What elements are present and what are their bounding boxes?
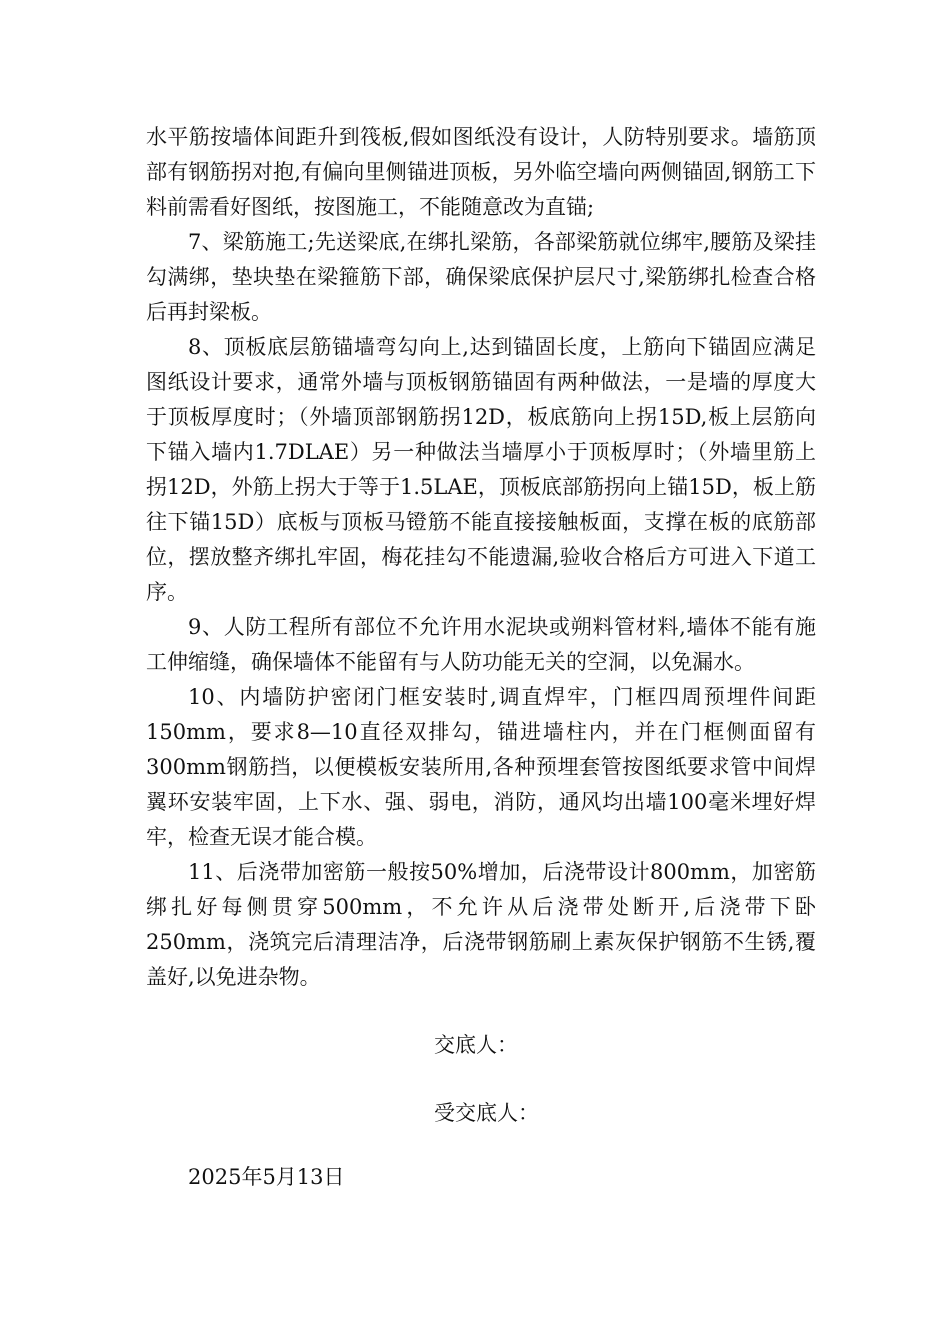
paragraph-10-door-frame: 10、内墙防护密闭门框安装时,调直焊牢，门框四周预埋件间距150mm，要求8—10直径双排勾，锚进墙柱内，并在门框侧面留有300mm钢筋挡，以便模板安装所用,各种预埋套管按图纸要求管中间焊翼环安装牢固，上下水、强、弱电，消防，通风均出墙100毫米埋好焊牢，检查无误才能合模。 <box>146 685 816 849</box>
document-date: 2025年5月13日 <box>188 1165 345 1189</box>
paragraph-7-beam-rebar: 7、梁筋施工;先送梁底,在绑扎梁筋，各部梁筋就位绑牢,腰筋及梁挂勾满绑，垫块垫在梁箍筋下部，确保梁底保护层尺寸,梁筋绑扎检查合格后再封梁板。 <box>146 230 816 324</box>
paragraph-8-roof-slab-anchorage: 8、顶板底层筋锚墙弯勾向上,达到锚固长度，上筋向下锚固应满足图纸设计要求，通常外墙与顶板钢筋锚固有两种做法，一是墙的厚度大于顶板厚度时；（外墙顶部钢筋拐12D，板底筋向上拐15D,板上层筋向下锚入墙内1.7DLAE）另一种做法当墙厚小于顶板厚时；（外墙里筋上拐12D，外筋上拐大于等于1.5LAE，顶板底部筋拐向上锚15D，板上筋往下锚15D）底板与顶板马镫筋不能直接接触板面，支撑在板的底筋部位，摆放整齐绑扎牢固，梅花挂勾不能遗漏,验收合格后方可进入下道工序。 <box>146 335 816 604</box>
document-body <box>146 120 816 995</box>
paragraph-wall-rebar: 水平筋按墙体间距升到筏板,假如图纸没有设计，人防特别要求。墙筋顶部有钢筋拐对抱,有偏向里侧锚进顶板，另外临空墙向两侧锚固,钢筋工下料前需看好图纸，按图施工，不能随意改为直锚; <box>146 125 816 219</box>
presenter-signature-label: 交底人： <box>434 1033 518 1057</box>
receiver-signature-label: 受交底人： <box>434 1101 539 1125</box>
paragraph-11-post-pour-strip: 11、后浇带加密筋一般按50%增加，后浇带设计800mm，加密筋绑扎好每侧贯穿500mm，不允许从后浇带处断开,后浇带下卧250mm，浇筑完后清理洁净，后浇带钢筋刷上素灰保护钢筋不生锈,覆盖好,以免进杂物。 <box>146 860 816 989</box>
paragraph-9-civil-defense: 9、人防工程所有部位不允许用水泥块或朔料管材料,墙体不能有施工伸缩缝，确保墙体不能留有与人防功能无关的空洞，以免漏水。 <box>146 615 816 674</box>
